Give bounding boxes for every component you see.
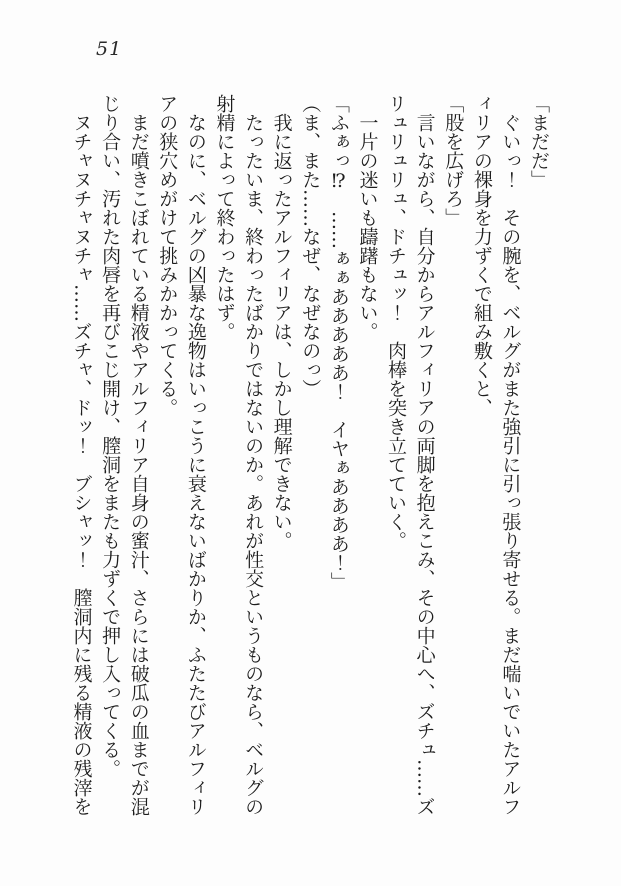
text-line: アの狭穴めがけて挑みかかってくる。 (156, 94, 179, 417)
text-line: 我に返ったアルフィリアは、しかし理解できない。 (270, 94, 293, 550)
text-line: 一片の迷いも躊躇もない。 (356, 94, 379, 341)
text-line: なのに、ベルグの凶暴な逸物はいっこうに衰えないばかりか、ふたたびアルフィリ (184, 94, 207, 816)
text-line: たったいま、終わったばかりではないのか。あれが性交というものなら、ベルグの (242, 94, 265, 816)
text-line: ィリアの裸身を力ずくで組み敷くと、 (470, 94, 493, 417)
text-line: 言いながら、自分からアルフィリアの両脚を抱えこみ、その中心へ、ズチュ……ズ (413, 94, 436, 816)
text-line: （ま、また……なぜ、なぜなのっ） (299, 94, 322, 398)
text-line: まだ噴きこぼれている精液やアルフィリア自身の蜜汁、さらには破瓜の血までが混 (127, 94, 150, 816)
page-number: 51 (96, 38, 123, 60)
text-line: 「ふぁっ⁉ ……ぁぁあああああ！ イヤぁああああ！」 (327, 94, 350, 591)
text-line: 「まだだ」 (528, 94, 550, 189)
text-line: ヌチャヌチャヌチャ……ズチャ、ドッ！ ブシャッ！ 膣洞内に残る精液の残滓を (70, 94, 93, 816)
text-line: ぐいっ！ その腕を、ベルグがまた強引に引っ張り寄せる。まだ喘いでいたアルフ (499, 94, 522, 816)
text-line: 射精によって終わったはず。 (213, 94, 236, 341)
text-line: じり合い、汚れた肉唇を再びこじ開け、膣洞をまたも力ずくで押し入ってくる。 (99, 94, 122, 778)
text-line: リュリュリュ、ドチュッ！ 肉棒を突き立てていく。 (385, 94, 408, 550)
text-area (67, 94, 553, 844)
text-line: 「股を広げろ」 (442, 94, 465, 227)
